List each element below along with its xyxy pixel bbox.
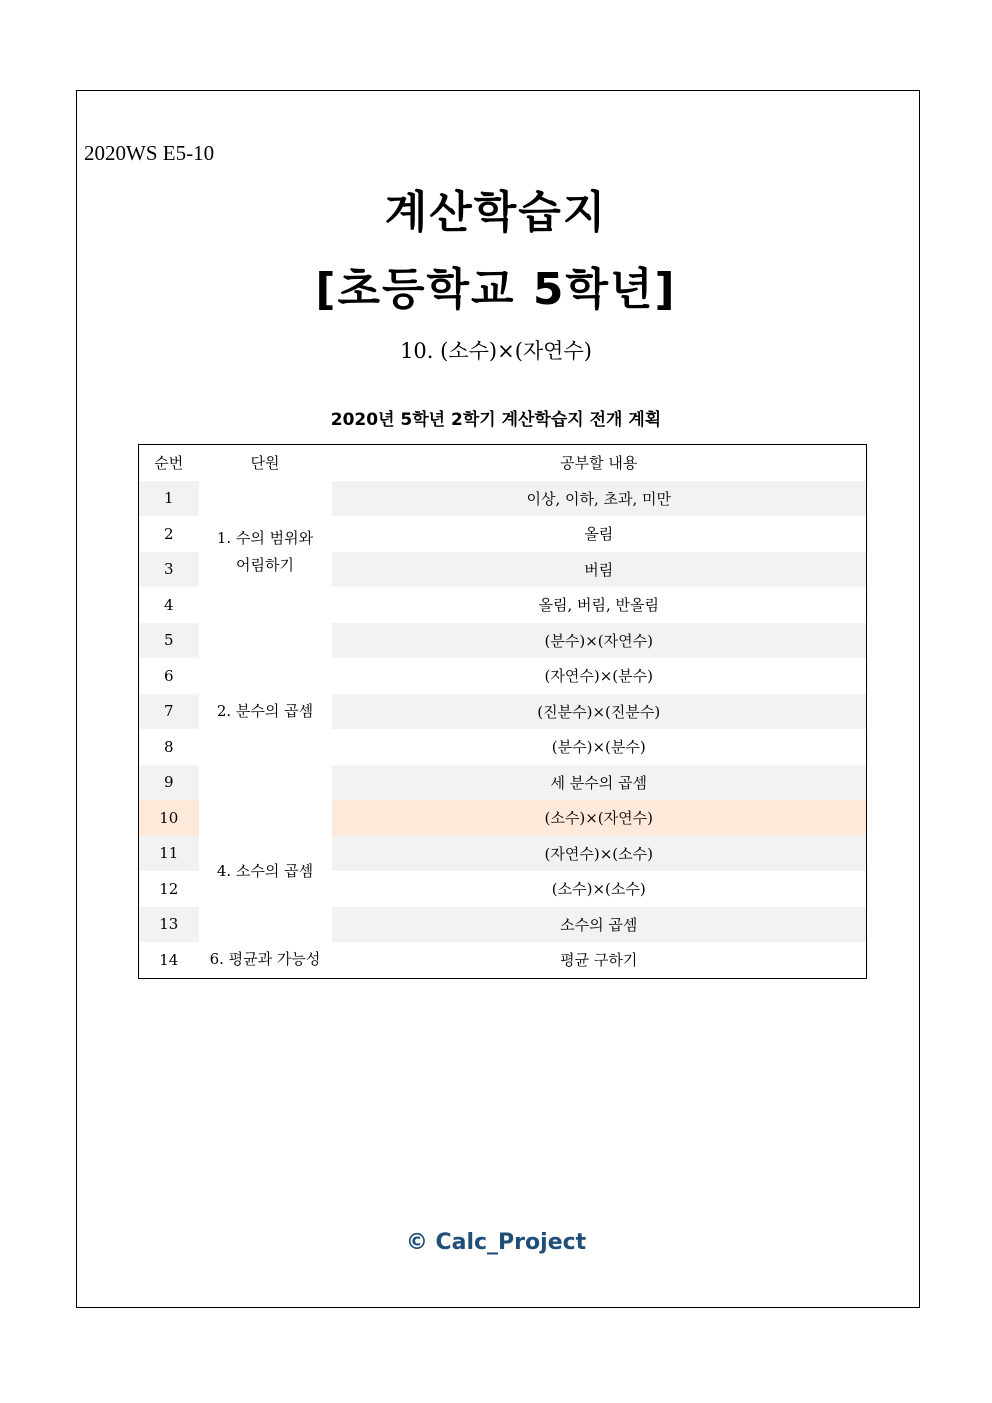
row-content: 평균 구하기 — [560, 951, 638, 970]
row-content: 올림 — [584, 525, 614, 544]
unit-cell: 2. 분수의 곱셈 — [199, 623, 332, 801]
unit-cell — [199, 481, 332, 623]
copyright-footer: © Calc_Project — [405, 1230, 587, 1255]
row-number: 11 — [139, 836, 199, 872]
column-header-content: 공부할 내용 — [560, 454, 638, 473]
table-row — [139, 481, 867, 517]
row-content: 버림 — [332, 552, 867, 588]
row-number: 2 — [163, 524, 174, 543]
lesson-title: 10. (소수)×(자연수) — [400, 339, 592, 363]
row-content: 소수의 곱셈 — [332, 907, 867, 943]
table-header-row — [139, 445, 867, 481]
unit-cell: 6. 평균과 가능성 — [199, 942, 332, 978]
column-header-unit: 단원 — [250, 454, 280, 473]
table-row-current — [139, 800, 867, 836]
column-header-number: 순번 — [154, 454, 184, 473]
row-content: (자연수)×(소수) — [332, 836, 867, 872]
row-number: 1 — [139, 481, 199, 517]
row-number: 13 — [139, 907, 199, 943]
row-content: (자연수)×(분수) — [544, 667, 653, 686]
table-row — [139, 623, 867, 659]
row-number: 4 — [163, 595, 174, 614]
unit-label: 1. 수의 범위와 어림하기 — [216, 528, 314, 574]
row-content: (분수)×(분수) — [551, 738, 646, 757]
table-row — [139, 942, 867, 978]
page-title: 계산학습지 — [384, 187, 608, 238]
row-content: (분수)×(자연수) — [332, 623, 867, 659]
unit-cell: 4. 소수의 곱셈 — [199, 800, 332, 942]
worksheet-code: 2020WS E5-10 — [84, 141, 215, 165]
row-number: 14 — [159, 950, 179, 969]
row-content: 이상, 이하, 초과, 미만 — [332, 481, 867, 517]
row-number: 5 — [139, 623, 199, 659]
row-number: 10 — [139, 800, 199, 836]
row-number: 7 — [139, 694, 199, 730]
row-content: (진분수)×(진분수) — [332, 694, 867, 730]
row-content: 올림, 버림, 반올림 — [538, 596, 659, 615]
plan-table — [138, 444, 867, 979]
row-number: 8 — [163, 737, 174, 756]
page-subtitle-grade: [초등학교 5학년] — [315, 264, 677, 315]
row-number: 9 — [139, 765, 199, 801]
plan-title: 2020년 5학년 2학기 계산학습지 전개 계획 — [330, 410, 662, 430]
row-content: 세 분수의 곱셈 — [332, 765, 867, 801]
row-number: 3 — [139, 552, 199, 588]
row-content: (소수)×(자연수) — [332, 800, 867, 836]
row-number: 12 — [159, 879, 179, 898]
row-content: (소수)×(소수) — [551, 880, 646, 899]
row-number: 6 — [163, 666, 174, 685]
